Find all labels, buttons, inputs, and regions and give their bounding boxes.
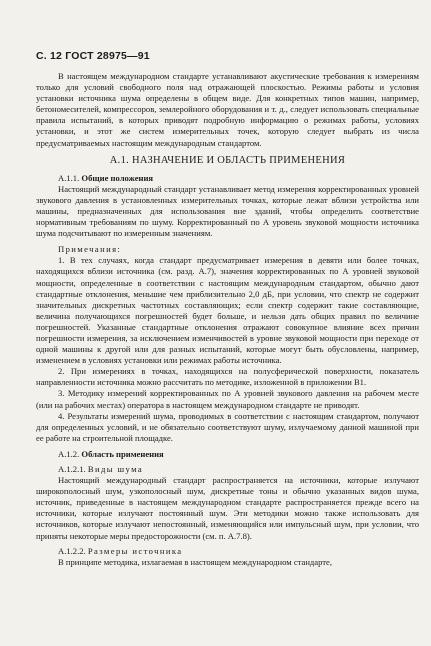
subsection-a122-heading: [36, 546, 419, 557]
subsection-a11-heading: [36, 173, 419, 184]
subsection-a122-text: В принципе методика, излагаемая в настоящем международном стандарте,: [58, 556, 333, 567]
subsection-a121-heading: [36, 464, 419, 475]
standard-code: ГОСТ 28975—91: [65, 50, 150, 62]
note-item-2: 2. При измерениях в точках, находящихся на полусферической поверхности, показатель направленности источника можно рассчитать по методике, изложенной в приложении В1.: [36, 366, 419, 388]
subsection-a11-text: Настоящий международный стандарт устанавливает метод измерения корректированных уровней звукового давления в установленных измерительных точках, которые лежат вблизи устройства или машины, предназначенных для использования вне зданий, чтобы определить соответствие нормативным требованиям по шуму. Корректированный по А уровень звуковой мощности источника шума подсчитывают по измеренным значениям.: [36, 183, 419, 239]
subsection-a121-title: Виды шума: [87, 464, 144, 474]
subsection-a122-number: А.1.2.2.: [58, 545, 86, 556]
subsection-a11-number: А.1.1.: [58, 172, 80, 183]
notes-title: Примечания:: [58, 244, 122, 255]
subsection-a121-text: Настоящий международный стандарт распространяется на источники, которые излучают широкополосный шум, узкополосный шум, дискретные тоны и обычно указанных видов шума, источник, приведенные в настоящем международном стандарте распространяется прежде всего на источники, которые излучают постоянный шум. Эти методики можно также использовать для источников, которые излучают непостоянный, изменяющийся или импульсный шум, при условии, что приняты некоторые меры предосторожности (см. п. А.7.8).: [36, 475, 419, 541]
note-item-3: 3. Методику измерений корректированных по А уровней звукового давления на рабочем месте (или на рабочих местах) оператора в настоящем международном стандарте не приводят.: [36, 388, 419, 410]
page-number: С. 12: [36, 50, 63, 62]
subsection-a121-number: А.1.2.1.: [58, 464, 86, 474]
subsection-a12-number: А.1.2.: [58, 448, 80, 459]
section-title: А.1. НАЗНАЧЕНИЕ И ОБЛАСТЬ ПРИМЕНЕНИЯ: [109, 154, 346, 166]
note-item-4: 4. Результаты измерений шума, проводимых в соответствии с настоящим стандартом, получают для определенных условий, и не обязательно соответствуют шуму, излучаемому данной машиной при ее работе на строительной площадке.: [36, 410, 419, 443]
note-item-1: 1. В тех случаях, когда стандарт предусматривает измерения в девяти или более точках, находящихся вблизи источника (см. разд. А.7), значения корректированных по А уровней звуковой мощности, определенные в соответствии с настоящим международным стандартом, обычно дают стандартные отклонения, меньшие чем приблизительно 2,0 дБ, при условии, что спектр не содержит значительных дискретных частотных составляющих; если спектр содержит такие составляющие, величина получающихся погрешностей будет больше, и нельзя дать общих правил по величине погрешностей. Указанные стандартные отклонения отражают совокупное влияние всех причин погрешности измерения, за исключением изменчивостей в уровне звуковой мощности при переходе от одной машины к другой или для разных испытаний, которые могут быть обусловлены, например, изменением в условиях установки или режимах работы источника.: [36, 255, 419, 366]
page-body: [36, 71, 419, 568]
subsection-a12-title: Область применения: [81, 448, 164, 459]
page-header: [36, 50, 150, 62]
subsection-a122-title: Размеры источника: [87, 545, 183, 556]
subsection-a11-title: Общие положения: [81, 172, 154, 183]
subsection-a12-heading: [36, 449, 419, 460]
intro-paragraph: В настоящем международном стандарте устанавливают акустические требования к измерениям только для условий свободного поля над отражающей плоскостью. Режимы работы и условия установки источника шума определены в общем виде. Для конкретных типов машин, например, бетономесителей, компрессоров, землеройного оборудования и т. д., следует использовать специальные правила испытаний, в которых приводят подробную информацию о режимах работы, условиях установки, и этот же систем измерительных точек, которую следует выбрать из числа предусматриваемых настоящим международным стандартом.: [36, 71, 419, 148]
